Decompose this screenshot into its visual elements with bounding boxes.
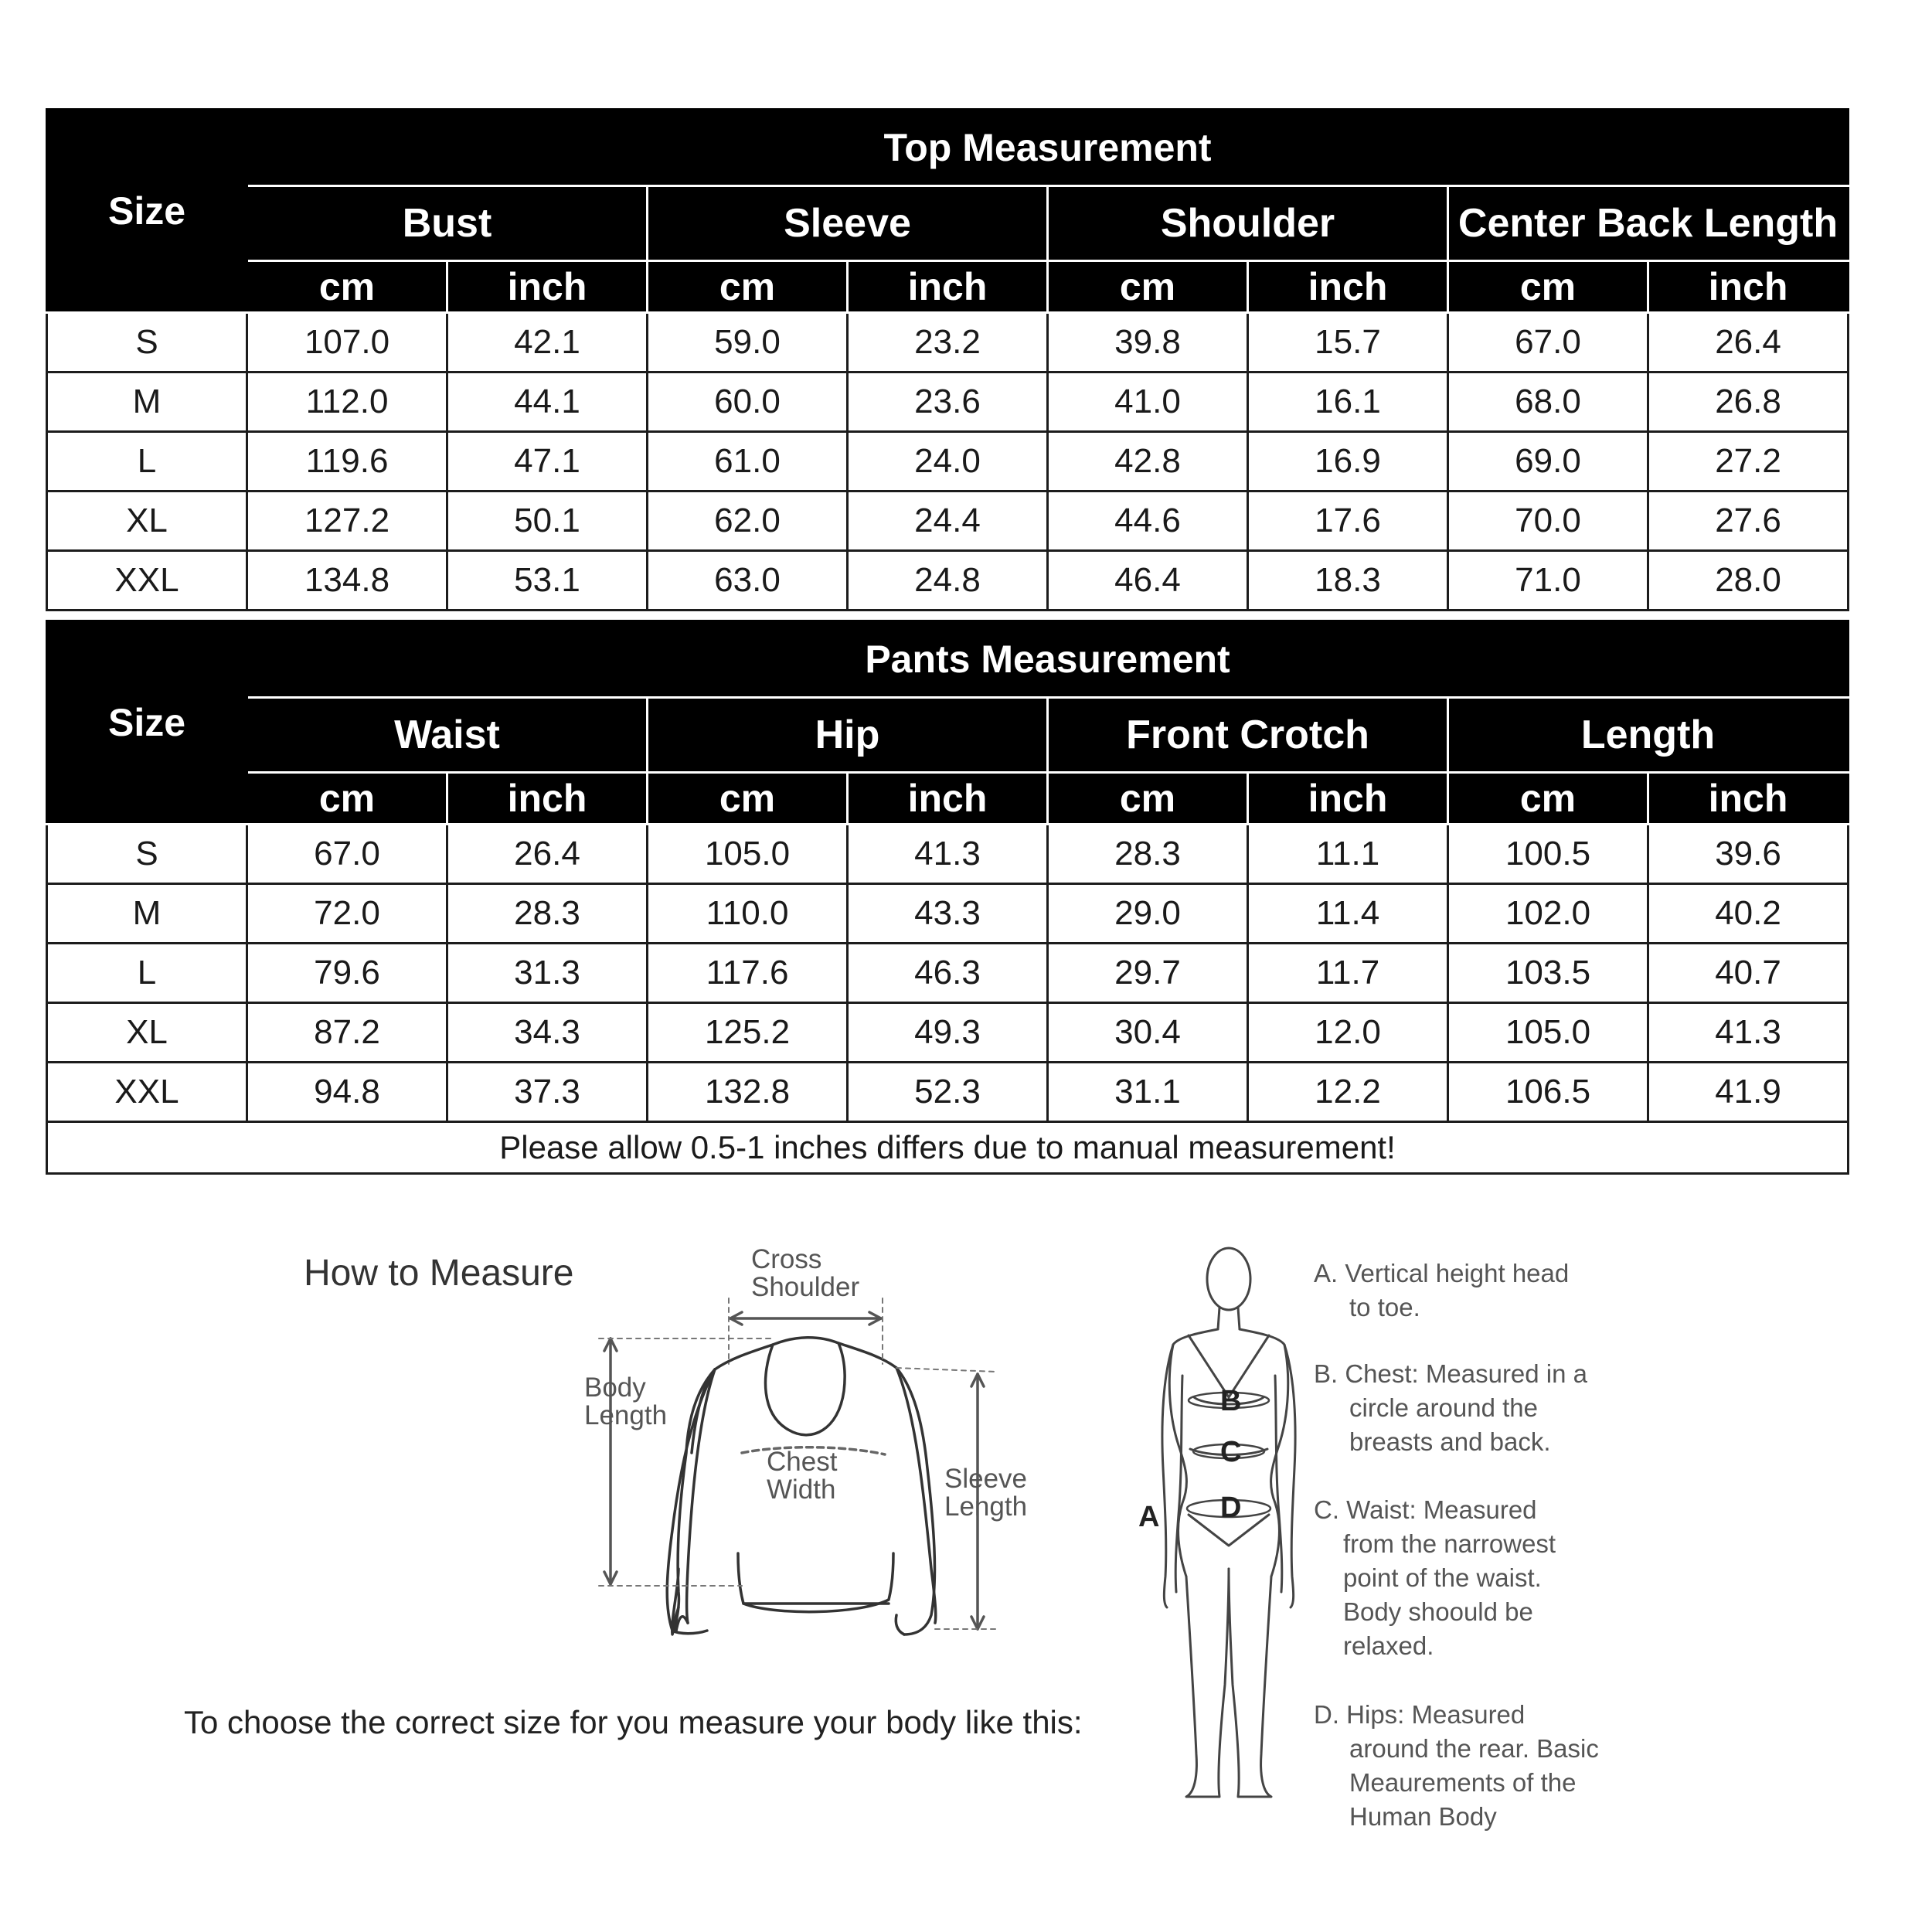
label-line: Length [584,1400,668,1430]
group-header-center-back-length: Center Back Length [1448,186,1849,261]
description-line: circle around the breasts and back. [1349,1393,1551,1456]
measurement-cell: 50.1 [447,492,648,551]
measurement-cell: 29.7 [1048,944,1248,1003]
measurement-cell: 42.1 [447,313,648,372]
size-cell: XL [47,492,247,551]
label-line: Sleeve [944,1464,1028,1494]
description-b [1314,1357,1677,1459]
unit-header: cm [1448,773,1648,825]
unit-header: cm [1048,261,1248,313]
size-cell: M [47,884,247,944]
description-c [1314,1493,1677,1663]
measurement-cell: 100.5 [1448,825,1648,884]
measurement-cell: 29.0 [1048,884,1248,944]
measurement-cell: 30.4 [1048,1003,1248,1063]
measurement-cell: 46.3 [848,944,1048,1003]
unit-header: inch [1648,261,1849,313]
unit-header: inch [447,773,648,825]
unit-header: inch [1648,773,1849,825]
measurement-cell: 72.0 [247,884,447,944]
measurement-cell: 127.2 [247,492,447,551]
size-column-header: Size [47,110,247,313]
description-line: from the narrowest point of the waist. Body shoould be relaxed. [1343,1529,1556,1660]
measurement-cell: 134.8 [247,551,447,611]
label-line: Chest [767,1447,838,1477]
group-header-bust: Bust [247,186,648,261]
measurement-cell: 11.7 [1248,944,1448,1003]
description-line: B. Chest: Measured in a [1314,1359,1588,1388]
unit-header: inch [848,261,1048,313]
measurement-cell: 43.3 [848,884,1048,944]
measurement-cell: 47.1 [447,432,648,492]
measurement-cell: 28.3 [447,884,648,944]
measurement-cell: 132.8 [648,1063,848,1122]
measurement-cell: 62.0 [648,492,848,551]
description-line: D. Hips: Measured [1314,1700,1526,1729]
group-header-shoulder: Shoulder [1048,186,1448,261]
measurement-cell: 44.6 [1048,492,1248,551]
measurement-cell: 71.0 [1448,551,1648,611]
unit-header: inch [848,773,1048,825]
size-cell: M [47,372,247,432]
instruction-text: To choose the correct size for you measure your body like this: [184,1704,1083,1740]
label-line: Body [584,1372,646,1403]
measurement-cell: 94.8 [247,1063,447,1122]
measurement-cell: 42.8 [1048,432,1248,492]
measurement-cell: 41.0 [1048,372,1248,432]
measurement-cell: 68.0 [1448,372,1648,432]
measurement-cell: 105.0 [1448,1003,1648,1063]
unit-header: cm [1048,773,1248,825]
measurement-cell: 63.0 [648,551,848,611]
description-line: C. Waist: Measured [1314,1495,1537,1524]
label-line: Shoulder [751,1272,860,1302]
measurement-cell: 44.1 [447,372,648,432]
measurement-cell: 67.0 [1448,313,1648,372]
description-line: to toe. [1349,1293,1420,1321]
label-line: Length [944,1492,1028,1522]
measurement-cell: 117.6 [648,944,848,1003]
unit-header: cm [648,773,848,825]
measurement-cell: 40.2 [1648,884,1849,944]
measurement-cell: 41.3 [848,825,1048,884]
group-header-length: Length [1448,698,1849,773]
how-to-measure-heading: How to Measure [304,1253,574,1294]
size-cell: XL [47,1003,247,1063]
measurement-cell: 39.8 [1048,313,1248,372]
group-header-waist: Waist [247,698,648,773]
measurement-cell: 41.9 [1648,1063,1849,1122]
unit-header: inch [1248,261,1448,313]
body-letter-c: C [1220,1436,1242,1468]
unit-header: cm [247,773,447,825]
measurement-cell: 105.0 [648,825,848,884]
unit-header: cm [1448,261,1648,313]
table-title: Pants Measurement [247,621,1849,698]
description-line: around the rear. Basic Meaurements of the Human Body [1349,1734,1599,1831]
unit-header: inch [447,261,648,313]
measurement-cell: 27.2 [1648,432,1849,492]
measurement-cell: 53.1 [447,551,648,611]
measurement-cell: 23.6 [848,372,1048,432]
measurement-cell: 12.2 [1248,1063,1448,1122]
measurement-cell: 15.7 [1248,313,1448,372]
measurement-cell: 39.6 [1648,825,1849,884]
measurement-cell: 87.2 [247,1003,447,1063]
group-header-sleeve: Sleeve [648,186,1048,261]
unit-header: cm [648,261,848,313]
measurement-cell: 46.4 [1048,551,1248,611]
unit-header: inch [1248,773,1448,825]
body-letter-d: D [1220,1492,1242,1524]
label-line: Width [767,1475,836,1505]
measurement-cell: 69.0 [1448,432,1648,492]
size-cell: L [47,432,247,492]
measurement-cell: 34.3 [447,1003,648,1063]
size-cell: L [47,944,247,1003]
unit-header: cm [247,261,447,313]
size-cell: S [47,313,247,372]
measurement-cell: 52.3 [848,1063,1048,1122]
measurement-cell: 103.5 [1448,944,1648,1003]
measurement-cell: 41.3 [1648,1003,1849,1063]
measurement-cell: 110.0 [648,884,848,944]
measurement-cell: 26.4 [1648,313,1849,372]
measurement-cell: 49.3 [848,1003,1048,1063]
measurement-cell: 27.6 [1648,492,1849,551]
measurement-note: Please allow 0.5-1 inches differs due to manual measurement! [47,1122,1849,1174]
measurement-cell: 28.3 [1048,825,1248,884]
measurement-cell: 31.3 [447,944,648,1003]
measurement-cell: 37.3 [447,1063,648,1122]
measurement-cell: 23.2 [848,313,1048,372]
measurement-cell: 125.2 [648,1003,848,1063]
measurement-cell: 12.0 [1248,1003,1448,1063]
measurement-cell: 61.0 [648,432,848,492]
measurement-cell: 28.0 [1648,551,1849,611]
body-letter-b: B [1220,1385,1242,1417]
measurement-cell: 24.8 [848,551,1048,611]
measurement-cell: 16.1 [1248,372,1448,432]
size-cell: XXL [47,1063,247,1122]
measurement-cell: 24.4 [848,492,1048,551]
measurement-cell: 16.9 [1248,432,1448,492]
size-cell: XXL [47,551,247,611]
measurement-cell: 79.6 [247,944,447,1003]
group-header-hip: Hip [648,698,1048,773]
measurement-cell: 70.0 [1448,492,1648,551]
measurement-cell: 31.1 [1048,1063,1248,1122]
measurement-cell: 26.8 [1648,372,1849,432]
measurement-cell: 60.0 [648,372,848,432]
size-column-header: Size [47,621,247,825]
table-title: Top Measurement [247,110,1849,186]
description-a [1314,1257,1677,1325]
measurement-cell: 67.0 [247,825,447,884]
measurement-cell: 11.4 [1248,884,1448,944]
size-cell: S [47,825,247,884]
description-line: A. Vertical height head [1314,1259,1570,1287]
measurement-cell: 24.0 [848,432,1048,492]
body-letter-a: A [1138,1501,1160,1533]
measurement-cell: 26.4 [447,825,648,884]
description-d [1314,1698,1677,1834]
measurement-cell: 102.0 [1448,884,1648,944]
measurement-cell: 40.7 [1648,944,1849,1003]
measurement-cell: 112.0 [247,372,447,432]
measurement-cell: 59.0 [648,313,848,372]
group-header-front-crotch: Front Crotch [1048,698,1448,773]
measurement-cell: 107.0 [247,313,447,372]
measurement-cell: 106.5 [1448,1063,1648,1122]
label-line: Cross [751,1244,822,1274]
measurement-cell: 119.6 [247,432,447,492]
measurement-cell: 11.1 [1248,825,1448,884]
measurement-cell: 18.3 [1248,551,1448,611]
measurement-cell: 17.6 [1248,492,1448,551]
